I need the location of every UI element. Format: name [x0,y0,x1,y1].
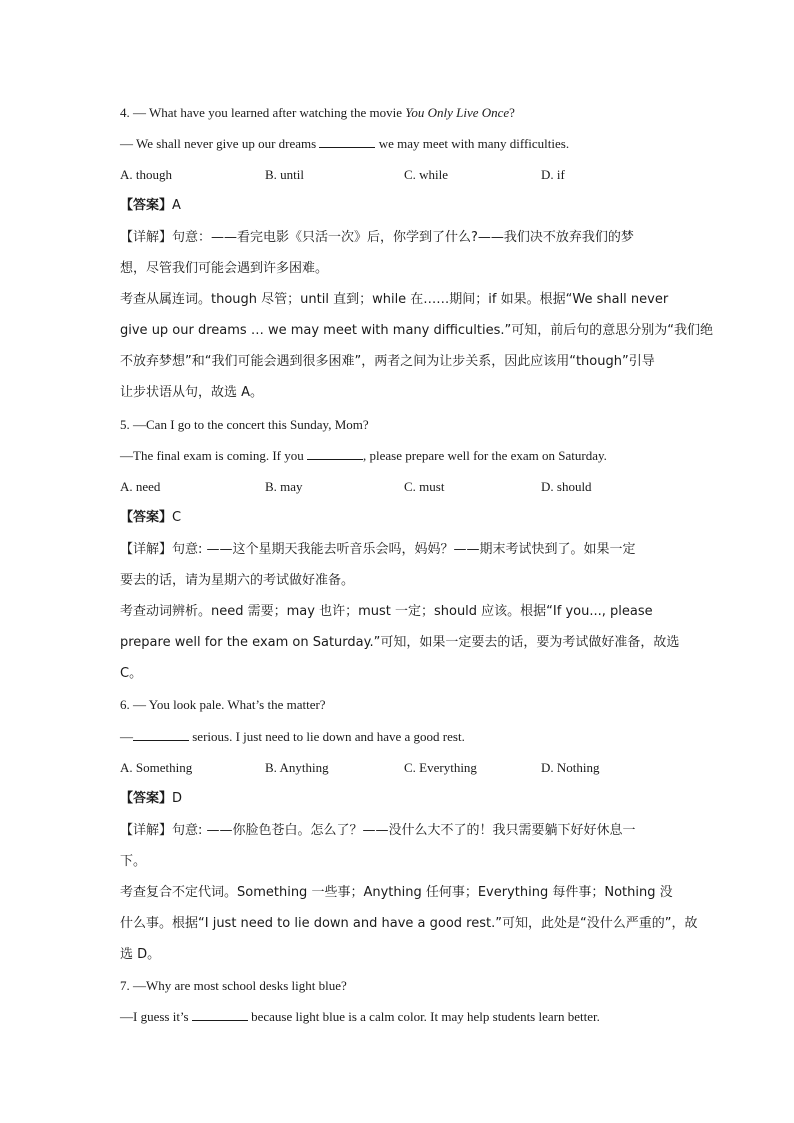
q6-answer-line: — serious. I just need to lie down and have a good rest. [120,729,465,744]
q7-question: 7. —Why are most school desks light blue? [120,978,347,993]
q5-option-c: C. must [404,479,445,494]
q4-question: 4. — What have you learned after watching the movie You Only Live Once? [120,105,515,120]
q7-answer-line: —I guess it’s because light blue is a calm color. It may help students learn better. [120,1009,600,1024]
q6-detail-line: 考查复合不定代词。Something 一些事；Anything 任何事；Everything 每件事；Nothing 没 [120,885,673,900]
q6-detail-line: 选 D。 [120,947,161,962]
q6-answer: 【答案】D [120,791,183,806]
q4-detail-line: 【详解】句意：——看完电影《只活一次》后，你学到了什么?——我们决不放弃我们的梦 [120,230,634,245]
q4-detail-line: 考查从属连词。though 尽管；until 直到；while 在……期间；if 如果。根据“We shall never [120,292,669,307]
q6-option-d: D. Nothing [541,760,600,775]
q6-option-a: A. Something [120,760,193,775]
q4-detail-line: give up our dreams … we may meet with many difficulties.”可知，前后句的意思分别为“我们绝 [120,323,713,338]
q6-detail-line: 什么事。根据“I just need to lie down and have a good rest.”可知，此处是“没什么严重的”，故 [120,916,698,931]
q6-detail-line: 下。 [120,854,147,869]
q5-option-b: B. may [265,479,303,494]
q5-detail-line: C。 [120,666,143,681]
q5-option-a: A. need [120,479,161,494]
q5-option-d: D. should [541,479,592,494]
q5-detail-line: 【详解】句意: ——这个星期天我能去听音乐会吗，妈妈？——期末考试快到了。如果一定 [120,542,636,557]
q6-detail-line: 【详解】句意: ——你脸色苍白。怎么了？——没什么大不了的！我只需要躺下好好休息一 [120,823,636,838]
q4-answer-line: — We shall never give up our dreams we may meet with many difficulties. [120,136,570,151]
q5-question: 5. —Can I go to the concert this Sunday, Mom? [120,417,369,432]
q5-answer-line: —The final exam is coming. If you , please prepare well for the exam on Saturday. [120,448,607,463]
q6-question: 6. — You look pale. What’s the matter? [120,697,326,712]
q6-option-b: B. Anything [265,760,329,775]
q4-detail-line: 想，尽管我们可能会遇到许多困难。 [120,261,329,276]
q4-answer: 【答案】A [120,198,181,213]
q4-option-c: C. while [404,167,449,182]
q5-detail-line: 要去的话，请为星期六的考试做好准备。 [120,573,355,588]
q5-blank [307,447,363,460]
q4-option-d: D. if [541,167,565,182]
q6-blank [133,728,189,741]
q5-detail-line: 考查动词辨析。need 需要；may 也许；must 一定；should 应该。根据“If you..., please [120,604,653,619]
movie-title: You Only Live Once [405,105,510,120]
q4-detail-line: 让步状语从句，故选 A。 [120,385,264,400]
q4-blank [319,135,375,148]
q7-blank [192,1008,248,1021]
q5-detail-line: prepare well for the exam on Saturday.”可知，如果一定要去的话，要为考试做好准备，故选 [120,635,680,650]
q6-option-c: C. Everything [404,760,477,775]
q4-option-b: B. until [265,167,305,182]
q4-option-a: A. though [120,167,172,182]
q5-answer: 【答案】C [120,510,182,525]
q4-detail-line: 不放弃梦想”和“我们可能会遇到很多困难”，两者之间为让步关系，因此应该用“though”引导 [120,354,655,369]
